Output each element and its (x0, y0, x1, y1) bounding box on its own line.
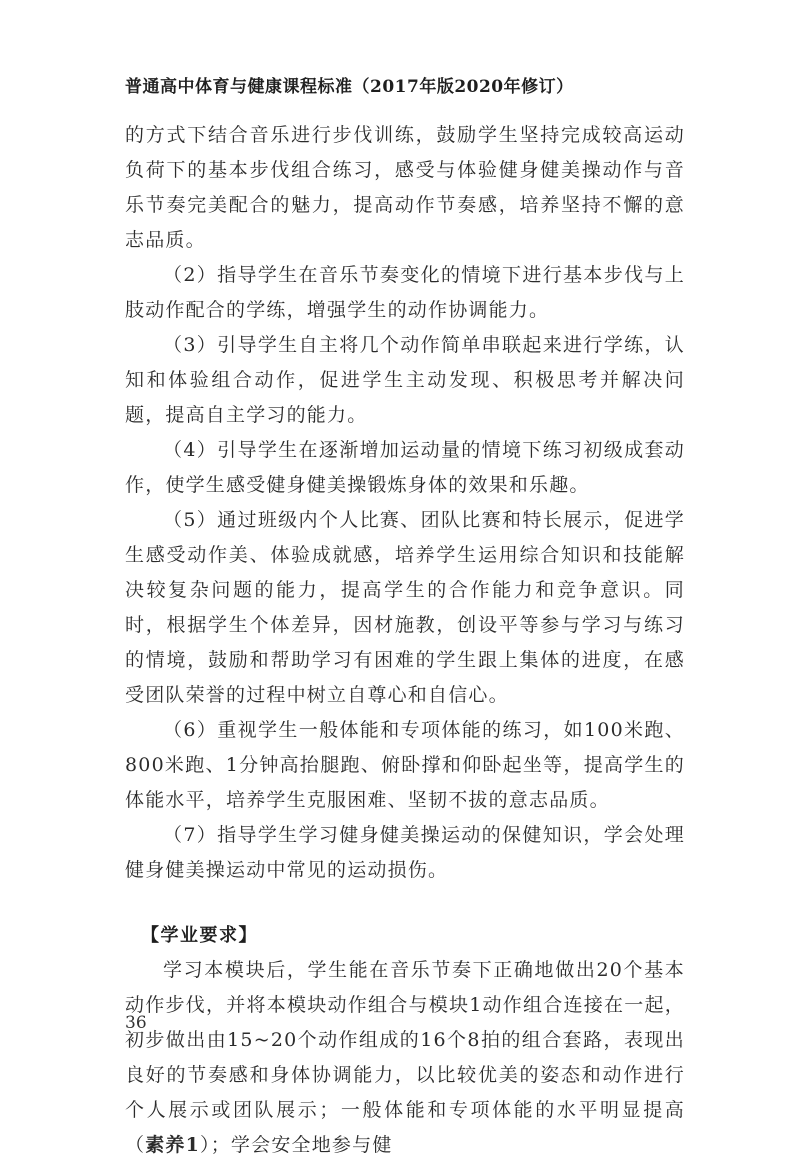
paragraph-item-3: （3）引导学生自主将几个动作简单串联起来进行学练，认知和体验组合动作，促进学生主动发现、积极思考并解决问题，提高自主学习的能力。 (125, 334, 685, 426)
paragraph-item-6: （6）重视学生一般体能和专项体能的练习，如100米跑、800米跑、1分钟高抬腿跑、俯卧撑和仰卧起坐等，提高学生的体能水平，培养学生克服困难、坚韧不拔的意志品质。 (125, 719, 685, 811)
paragraph-item-4: （4）引导学生在逐渐增加运动量的情境下练习初级成套动作，使学生感受健身健美操锻炼身体的效果和乐趣。 (125, 439, 685, 496)
running-header: 普通高中体育与健康课程标准（2017年版2020年修订） (125, 77, 574, 97)
paragraph-item-5: （5）通过班级内个人比赛、团队比赛和特长展示，促进学生感受动作美、体验成就感，培养学生运用综合知识和技能解决较复杂问题的能力，提高学生的合作能力和竞争意识。同时，根据学生个体差异，因材施教，创设平等参与学习与练习的情境，鼓励和帮助学习有困难的学生跟上集体的进度，在感受团队荣誉的过程中树立自尊心和自信心。 (125, 509, 685, 706)
section-title-academic-requirements: 【学业要求】 (141, 925, 258, 946)
section-text-before: 学习本模块后，学生能在音乐节奏下正确地做出20个基本动作步伐，并将本模块动作组合与模块1动作组合连接在一起，初步做出由15~20个动作组成的16个8拍的组合套路，表现出良好的节奏感和身体协调能力，以比较优美的姿态和动作进行个人展示或团队展示；一般体能和专项体能的水平明显提高（ (125, 959, 685, 1156)
body-text (125, 118, 685, 1163)
section-text-after: ）；学会安全地参与健 (200, 1134, 393, 1156)
paragraph-item-2: （2）指导学生在音乐节奏变化的情境下进行基本步伐与上肢动作配合的学练，增强学生的动作协调能力。 (125, 264, 685, 321)
page-number: 36 (125, 1013, 147, 1033)
literacy-reference: 素养1 (145, 1134, 201, 1156)
section-paragraph (125, 953, 685, 1163)
paragraph-item-7: （7）指导学生学习健身健美操运动的保健知识，学会处理健身健美操运动中常见的运动损伤。 (125, 824, 685, 881)
paragraph-continued: 的方式下结合音乐进行步伐训练，鼓励学生坚持完成较高运动负荷下的基本步伐组合练习，感受与体验健身健美操动作与音乐节奏完美配合的魅力，提高动作节奏感，培养坚持不懈的意志品质。 (125, 124, 685, 251)
